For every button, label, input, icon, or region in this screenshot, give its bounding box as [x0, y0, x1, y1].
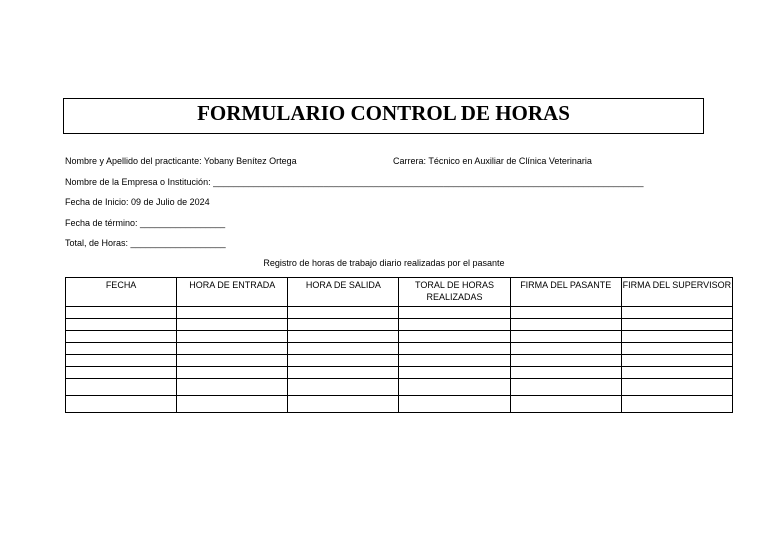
- start-date-field: Fecha de Inicio: 09 de Julio de 2024: [65, 197, 210, 207]
- table-row: [66, 396, 733, 413]
- table-cell[interactable]: [621, 355, 732, 367]
- table-cell[interactable]: [177, 396, 288, 413]
- header-firma-supervisor: FIRMA DEL SUPERVISOR: [621, 278, 732, 307]
- table-cell[interactable]: [510, 367, 621, 379]
- table-cell[interactable]: [621, 367, 732, 379]
- table-cell[interactable]: [510, 379, 621, 396]
- table-cell[interactable]: [399, 367, 510, 379]
- table-cell[interactable]: [288, 367, 399, 379]
- table-cell[interactable]: [399, 319, 510, 331]
- table-header-row: [66, 278, 733, 307]
- table-cell[interactable]: [399, 331, 510, 343]
- table-cell[interactable]: [510, 396, 621, 413]
- table-cell[interactable]: [66, 355, 177, 367]
- table-row: [66, 343, 733, 355]
- table-cell[interactable]: [288, 319, 399, 331]
- table-cell[interactable]: [177, 319, 288, 331]
- table-cell[interactable]: [399, 355, 510, 367]
- table-caption: Registro de horas de trabajo diario realizadas por el pasante: [263, 258, 505, 268]
- table-cell[interactable]: [66, 343, 177, 355]
- table-cell[interactable]: [66, 331, 177, 343]
- table-cell[interactable]: [399, 379, 510, 396]
- table-row: [66, 355, 733, 367]
- table-cell[interactable]: [288, 379, 399, 396]
- total-hours-field: Total, de Horas: ___________________: [65, 238, 226, 248]
- table-cell[interactable]: [177, 331, 288, 343]
- company-field: Nombre de la Empresa o Institución: ______________________________________________________________________________________: [65, 177, 644, 187]
- table-row: [66, 319, 733, 331]
- table-cell[interactable]: [621, 307, 732, 319]
- table-cell[interactable]: [66, 307, 177, 319]
- career-field: Carrera: Técnico en Auxiliar de Clínica Veterinaria: [393, 156, 592, 166]
- table-row: [66, 367, 733, 379]
- table-cell[interactable]: [66, 367, 177, 379]
- header-fecha: FECHA: [66, 278, 177, 307]
- table-cell[interactable]: [288, 396, 399, 413]
- table-cell[interactable]: [621, 343, 732, 355]
- table-cell[interactable]: [621, 319, 732, 331]
- table-cell[interactable]: [288, 331, 399, 343]
- form-title: FORMULARIO CONTROL DE HORAS: [197, 101, 570, 125]
- hours-table: [65, 277, 733, 413]
- header-hora-entrada: HORA DE ENTRADA: [177, 278, 288, 307]
- table-cell[interactable]: [399, 343, 510, 355]
- table-cell[interactable]: [177, 367, 288, 379]
- table-cell[interactable]: [621, 379, 732, 396]
- table-cell[interactable]: [399, 307, 510, 319]
- table-cell[interactable]: [177, 379, 288, 396]
- table-cell[interactable]: [510, 319, 621, 331]
- header-total-horas-line2: REALIZADAS: [426, 292, 483, 302]
- table-cell[interactable]: [510, 331, 621, 343]
- table-cell[interactable]: [621, 331, 732, 343]
- table-row: [66, 331, 733, 343]
- table-cell[interactable]: [66, 319, 177, 331]
- table-cell[interactable]: [177, 307, 288, 319]
- header-hora-salida: HORA DE SALIDA: [288, 278, 399, 307]
- header-total-horas: [399, 278, 510, 307]
- table-cell[interactable]: [66, 396, 177, 413]
- table-row: [66, 307, 733, 319]
- table-cell[interactable]: [399, 396, 510, 413]
- header-total-horas-line1: TORAL DE HORAS: [415, 280, 495, 290]
- table-cell[interactable]: [510, 343, 621, 355]
- table-cell[interactable]: [288, 307, 399, 319]
- table-cell[interactable]: [288, 355, 399, 367]
- practicante-name-field: Nombre y Apellido del practicante: Yobany Benítez Ortega: [65, 156, 297, 166]
- end-date-field: Fecha de término: _________________: [65, 218, 226, 228]
- table-cell[interactable]: [177, 343, 288, 355]
- table-row: [66, 379, 733, 396]
- table-cell[interactable]: [288, 343, 399, 355]
- table-cell[interactable]: [510, 355, 621, 367]
- title-box: [63, 98, 704, 134]
- table-cell[interactable]: [621, 396, 732, 413]
- table-cell[interactable]: [510, 307, 621, 319]
- table-cell[interactable]: [66, 379, 177, 396]
- table-cell[interactable]: [177, 355, 288, 367]
- header-firma-pasante: FIRMA DEL PASANTE: [510, 278, 621, 307]
